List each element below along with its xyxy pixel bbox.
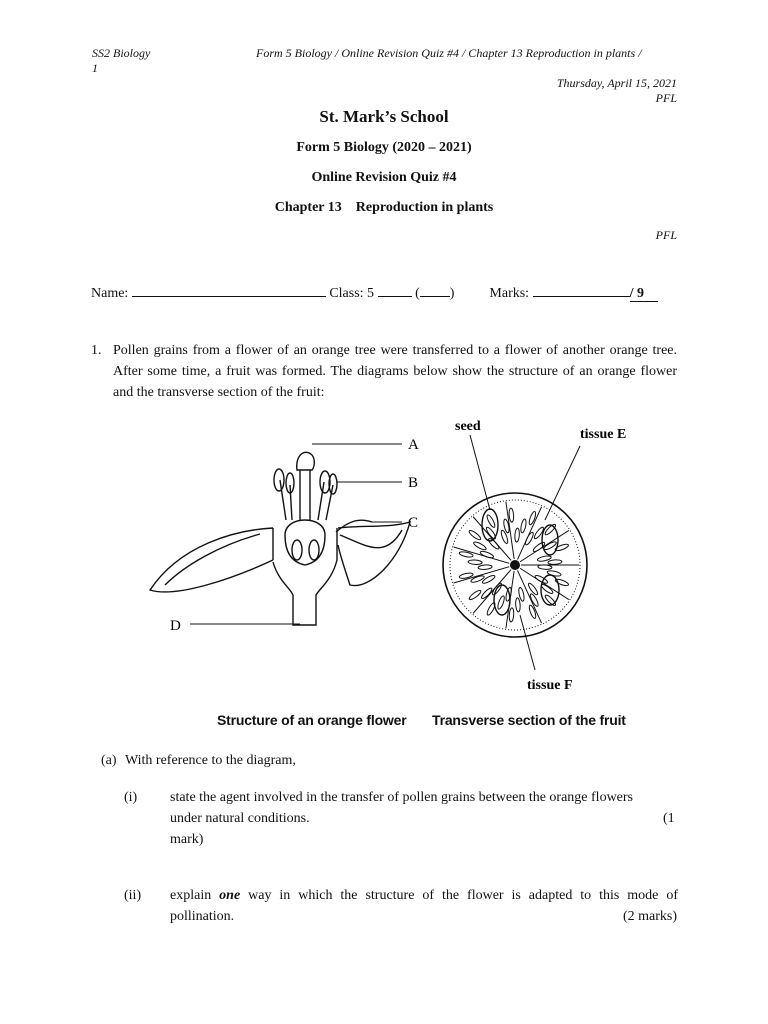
quiz-title: Online Revision Quiz #4	[311, 170, 457, 185]
part-a-ii-emphasis: one	[219, 888, 241, 903]
part-a-ii-label: (ii)	[124, 888, 142, 903]
paren-close: )	[449, 286, 455, 301]
juice-sac	[473, 541, 487, 552]
juice-sac	[527, 582, 539, 596]
marks-total: / 9	[630, 286, 658, 302]
header-date: Thursday, April 15, 2021	[556, 76, 677, 90]
juice-sac	[509, 508, 514, 522]
label-c: C	[408, 515, 419, 531]
juice-sac	[528, 511, 537, 526]
header-breadcrumb: Form 5 Biology / Online Revision Quiz #4 / Chapter 13 Reproduction in plants /	[256, 46, 642, 60]
juice-sac	[468, 560, 482, 565]
part-a-ii-line2: pollination.	[170, 909, 235, 924]
juice-sac	[468, 529, 482, 541]
header-page-number: 1	[92, 61, 98, 75]
label-tissue-e: tissue E	[580, 427, 627, 442]
part-a-i-label: (i)	[124, 790, 138, 805]
segment-wall	[517, 507, 541, 560]
juice-sac	[505, 587, 512, 602]
flower-pointer-lines	[190, 444, 402, 624]
class-label: Class: 5	[329, 286, 375, 301]
part-a-intro: With reference to the diagram,	[125, 753, 296, 768]
name-label: Name:	[91, 286, 129, 301]
chapter-name: Reproduction in plants	[355, 200, 494, 215]
label-tissue-f: tissue F	[527, 678, 573, 693]
course-title: Form 5 Biology (2020 – 2021)	[296, 140, 472, 155]
chapter-title	[0, 200, 768, 216]
class-number-blank[interactable]	[420, 282, 450, 297]
figure-diagram	[140, 410, 630, 740]
juice-sac	[520, 519, 527, 534]
name-blank[interactable]	[132, 282, 326, 297]
juice-sac	[480, 550, 495, 559]
caption-fruit: Transverse section of the fruit	[432, 712, 626, 728]
juice-sac	[468, 589, 482, 601]
school-title: St. Mark’s School	[319, 107, 449, 126]
header-subject: SS2 Biology	[92, 46, 151, 60]
class-blank[interactable]	[378, 282, 412, 297]
part-a-i-line2: under natural conditions.	[170, 811, 310, 826]
part-a-i-marks: (1	[663, 811, 675, 826]
label-b: B	[408, 475, 419, 491]
part-a-ii-line1	[170, 885, 678, 906]
part-a-ii-rest: way in which the structure of the flower is adapted to this mode of	[248, 888, 679, 903]
juice-sac	[500, 530, 509, 545]
question-number: 1.	[91, 343, 102, 358]
juice-sac	[486, 514, 497, 528]
part-a-label: (a)	[101, 753, 117, 768]
orange-flower-drawing	[150, 452, 410, 625]
juice-sac	[509, 608, 514, 622]
juice-sac	[497, 595, 506, 610]
juice-sac	[538, 564, 552, 569]
paren-open: (	[415, 286, 420, 301]
title-initials: PFL	[655, 228, 677, 242]
marks-label: Marks:	[489, 286, 530, 301]
caption-flower: Structure of an orange flower	[217, 712, 407, 728]
label-d: D	[170, 618, 181, 634]
juice-sac	[515, 598, 520, 612]
segment-wall	[520, 530, 569, 561]
part-a-ii-verb: explain	[170, 888, 212, 903]
part-a-ii-marks: (2 marks)	[622, 909, 677, 924]
student-info-line	[91, 282, 658, 304]
part-a-i-line1: state the agent involved in the transfer of pollen grains between the orange flowers	[170, 790, 634, 805]
label-a: A	[408, 437, 419, 453]
header-initials: PFL	[655, 91, 677, 105]
juice-sac	[478, 564, 492, 569]
label-seed: seed	[455, 419, 481, 434]
juice-sac	[514, 528, 519, 542]
segment-wall	[520, 568, 569, 599]
part-a-i-marks-cont: mark)	[170, 832, 204, 847]
juice-sac	[528, 604, 537, 619]
fruit-section-drawing	[443, 493, 587, 637]
marks-blank[interactable]	[533, 282, 630, 297]
juice-sac	[548, 559, 562, 564]
question-text: Pollen grains from a flower of an orange tree were transferred to a flower of another orange tree. After some time, a fruit was formed. The diagrams below show the structure of an orange flower and the transverse section of the fruit:	[113, 343, 677, 400]
chapter-number: Chapter 13	[274, 200, 342, 215]
segment-wall	[517, 570, 541, 623]
